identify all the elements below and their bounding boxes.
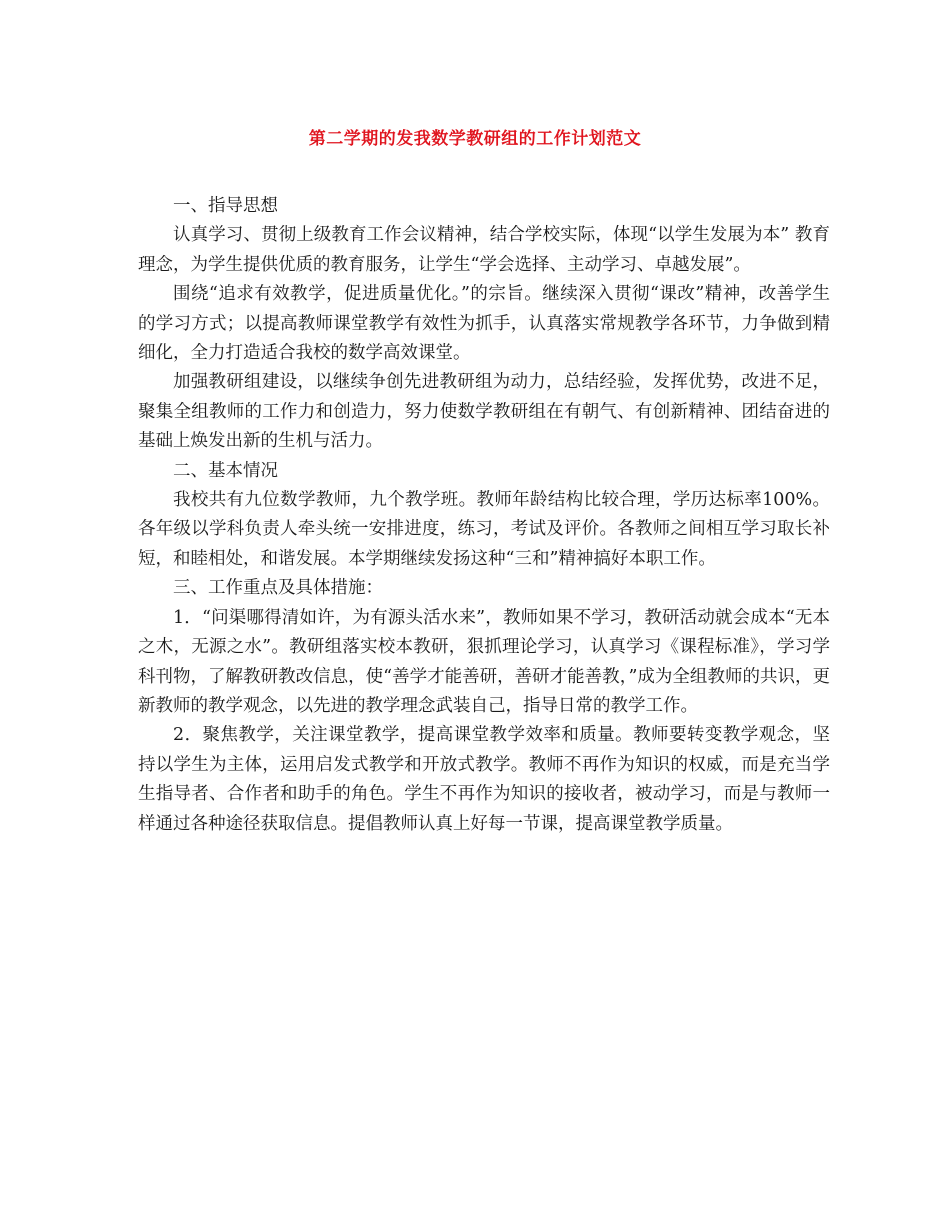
document-title: 第二学期的发我数学教研组的工作计划范文 [308, 129, 642, 149]
paragraph: 围绕“追求有效教学，促进质量优化。”的宗旨。继续深入贯彻“课改”精神，改善学生的学习方式；以提高教师课堂教学有效性为抓手，认真落实常规教学各环节，力争做到精细化，全力打造适合我校的数学高效课堂。 [138, 284, 830, 364]
paragraph: 2．聚焦教学，关注课堂教学，提高课堂教学效率和质量。教师要转变教学观念，坚持以学生为主体，运用启发式教学和开放式教学。教师不再作为知识的权威，而是充当学生指导者、合作者和助手的角色。学生不再作为知识的接收者，被动学习，而是与教师一样通过各种途径获取信息。提倡教师认真上好每一节课，提高课堂教学质量。 [138, 725, 830, 834]
section-heading-work-focus: 三、工作重点及具体措施： [173, 578, 383, 599]
paragraph: 认真学习、贯彻上级教育工作会议精神，结合学校实际，体现“以学生发展为本” 教育理念，为学生提供优质的教育服务，让学生“学会选择、主动学习、卓越发展”。 [138, 225, 830, 275]
paragraph: 加强教研组建设，以继续争创先进教研组为动力，总结经验，发挥优势，改进不足，聚集全组教师的工作力和创造力，努力使数学教研组在有朝气、有创新精神、团结奋进的基础上焕发出新的生机与活力。 [138, 372, 830, 452]
section-heading-guiding-ideology: 一、指导思想 [173, 196, 278, 216]
paragraph: 我校共有九位数学教师，九个教学班。教师年龄结构比较合理，学历达标率100%。各年级以学科负责人牵头统一安排进度，练习，考试及评价。各教师之间相互学习取长补短，和睦相处，和谐发展。本学期继续发扬这种“三和”精神搞好本职工作。 [138, 490, 830, 569]
section-heading-basic-situation: 二、基本情况 [173, 460, 278, 481]
document-body [138, 192, 830, 839]
paragraph: 1．“问渠哪得清如许，为有源头活水来”，教师如果不学习，教研活动就会成本“无本之木，无源之水”。教研组落实校本教研，狠抓理论学习，认真学习《课程标准》，学习学科刊物，了解教研教改信息，使“善学才能善研，善研才能善教，”成为全组教师的共识，更新教师的教学观念，以先进的教学理念武装自己，指导日常的教学工作。 [138, 607, 830, 716]
